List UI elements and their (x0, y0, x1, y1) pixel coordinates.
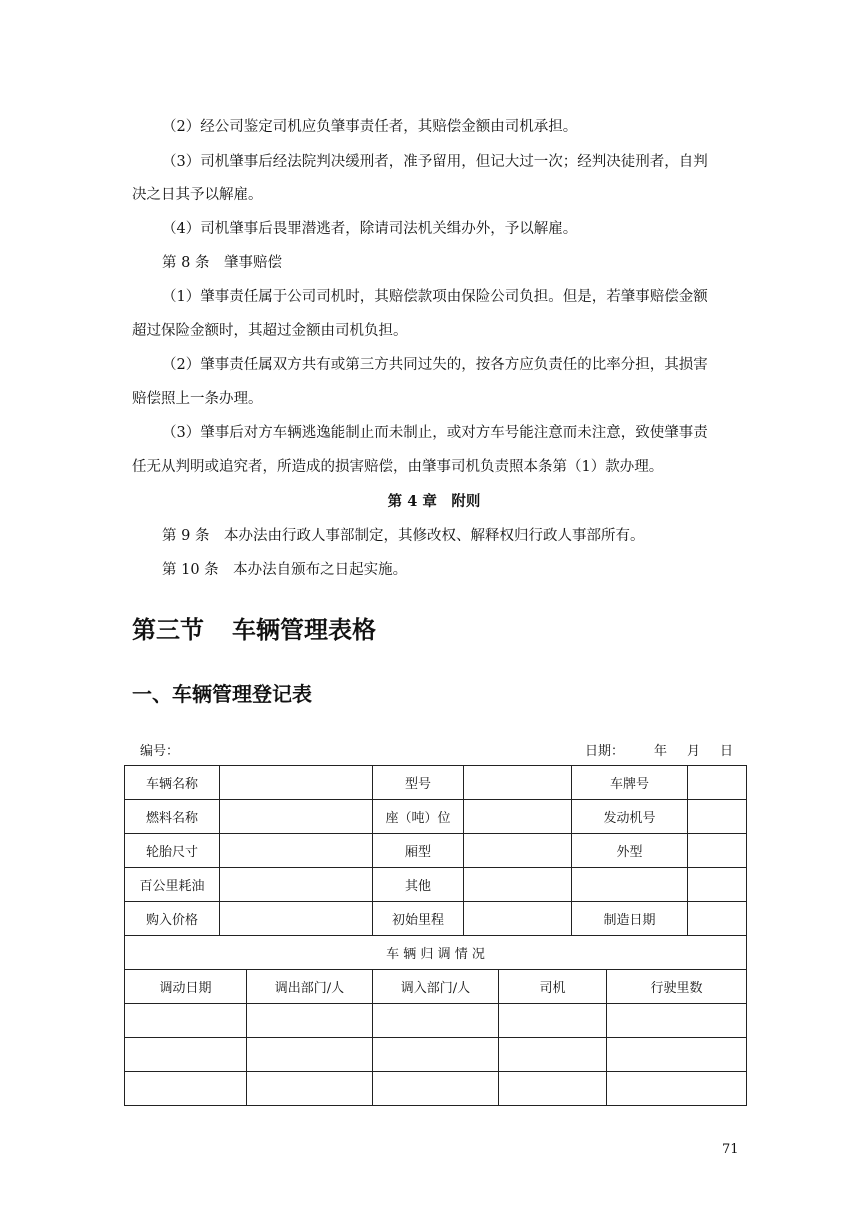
paragraph: （4）司机肇事后畏罪潜逃者，除请司法机关缉办外，予以解雇。 (162, 221, 578, 237)
chapter-heading: 第 4 章 附则 (387, 493, 481, 510)
column-header: 行驶里数 (607, 970, 747, 1004)
table-cell-input[interactable] (464, 800, 572, 834)
table-cell-input[interactable] (688, 766, 747, 800)
table-cell: 其他 (373, 868, 464, 902)
paragraph: （3）司机肇事后经法院判决缓刑者，准予留用，但记大过一次；经判决徒刑者，自判 (162, 154, 708, 170)
subsection-heading: 一、车辆管理登记表 (132, 682, 312, 706)
table-cell-input[interactable] (688, 902, 747, 936)
table-cell-input[interactable] (125, 1004, 247, 1038)
table-cell (572, 868, 688, 902)
table-cell: 车辆名称 (125, 766, 220, 800)
column-header: 调入部门/人 (373, 970, 499, 1004)
transfer-section-title: 车 辆 归 调 情 况 (125, 936, 747, 970)
table-row (125, 766, 747, 800)
table-cell-input[interactable] (464, 902, 572, 936)
table-cell-input[interactable] (220, 834, 373, 868)
section-title: 车辆管理表格 (232, 616, 376, 644)
paragraph: （1）肇事责任属于公司司机时，其赔偿款项由保险公司负担。但是，若肇事赔偿金额 (162, 289, 708, 305)
table-cell-input[interactable] (220, 902, 373, 936)
page-number: 71 (722, 1142, 739, 1157)
table-cell-input[interactable] (688, 834, 747, 868)
table-row (125, 834, 747, 868)
article-paragraph: 第 10 条 本办法自颁布之日起实施。 (162, 562, 408, 578)
vehicle-registration-table (124, 765, 747, 1106)
table-row (125, 902, 747, 936)
table-cell: 发动机号 (572, 800, 688, 834)
table-cell-input[interactable] (247, 1004, 373, 1038)
table-cell: 百公里耗油 (125, 868, 220, 902)
table-cell-input[interactable] (247, 1038, 373, 1072)
table-header-row (125, 970, 747, 1004)
table-cell-input[interactable] (125, 1038, 247, 1072)
table-cell: 厢型 (373, 834, 464, 868)
table-cell-input[interactable] (499, 1038, 607, 1072)
table-cell-input[interactable] (125, 1072, 247, 1106)
paragraph-continuation: 超过保险金额时，其超过金额由司机负担。 (132, 323, 408, 339)
date-label: 日期： (585, 744, 625, 759)
article-heading: 第 8 条 肇事赔偿 (162, 255, 282, 271)
paragraph-continuation: 赔偿照上一条办理。 (132, 391, 263, 407)
table-row (125, 1004, 747, 1038)
table-row (125, 800, 747, 834)
table-cell-input[interactable] (373, 1072, 499, 1106)
section-number: 第三节 (132, 616, 204, 644)
table-cell-input[interactable] (373, 1004, 499, 1038)
table-cell-input[interactable] (499, 1004, 607, 1038)
paragraph-continuation: 决之日其予以解雇。 (132, 187, 263, 203)
date-month: 月 (687, 744, 701, 759)
table-cell-input[interactable] (607, 1038, 747, 1072)
table-cell: 初始里程 (373, 902, 464, 936)
table-cell-input[interactable] (499, 1072, 607, 1106)
form-date (585, 740, 733, 759)
table-cell-input[interactable] (220, 766, 373, 800)
table-cell: 制造日期 (572, 902, 688, 936)
article-paragraph: 第 9 条 本办法由行政人事部制定，其修改权、解释权归行政人事部所有。 (162, 528, 645, 544)
table-cell-input[interactable] (464, 834, 572, 868)
table-cell-input[interactable] (220, 868, 373, 902)
date-day: 日 (720, 744, 734, 759)
date-year: 年 (654, 744, 668, 759)
table-cell-input[interactable] (220, 800, 373, 834)
table-cell: 车牌号 (572, 766, 688, 800)
table-cell: 座（吨）位 (373, 800, 464, 834)
table-cell-input[interactable] (607, 1072, 747, 1106)
table-cell: 型号 (373, 766, 464, 800)
table-cell-input[interactable] (373, 1038, 499, 1072)
table-cell-input[interactable] (688, 800, 747, 834)
paragraph-continuation: 任无从判明或追究者，所造成的损害赔偿，由肇事司机负责照本条第（1）款办理。 (132, 459, 664, 475)
column-header: 调动日期 (125, 970, 247, 1004)
paragraph: （2）肇事责任属双方共有或第三方共同过失的，按各方应负责任的比率分担，其损害 (162, 357, 708, 373)
paragraph: （2）经公司鉴定司机应负肇事责任者，其赔偿金额由司机承担。 (162, 119, 578, 135)
table-row (125, 868, 747, 902)
form-number-label: 编号： (140, 744, 180, 759)
table-cell-input[interactable] (688, 868, 747, 902)
table-cell: 购入价格 (125, 902, 220, 936)
table-cell-input[interactable] (464, 868, 572, 902)
column-header: 调出部门/人 (247, 970, 373, 1004)
section-heading (132, 610, 376, 645)
table-row (125, 936, 747, 970)
table-row (125, 1072, 747, 1106)
column-header: 司机 (499, 970, 607, 1004)
paragraph: （3）肇事后对方车辆逃逸能制止而未制止，或对方车号能注意而未注意，致使肇事责 (162, 425, 708, 441)
table-cell-input[interactable] (464, 766, 572, 800)
table-cell-input[interactable] (247, 1072, 373, 1106)
table-row (125, 1038, 747, 1072)
table-cell: 外型 (572, 834, 688, 868)
table-cell: 燃料名称 (125, 800, 220, 834)
table-cell: 轮胎尺寸 (125, 834, 220, 868)
table-cell-input[interactable] (607, 1004, 747, 1038)
